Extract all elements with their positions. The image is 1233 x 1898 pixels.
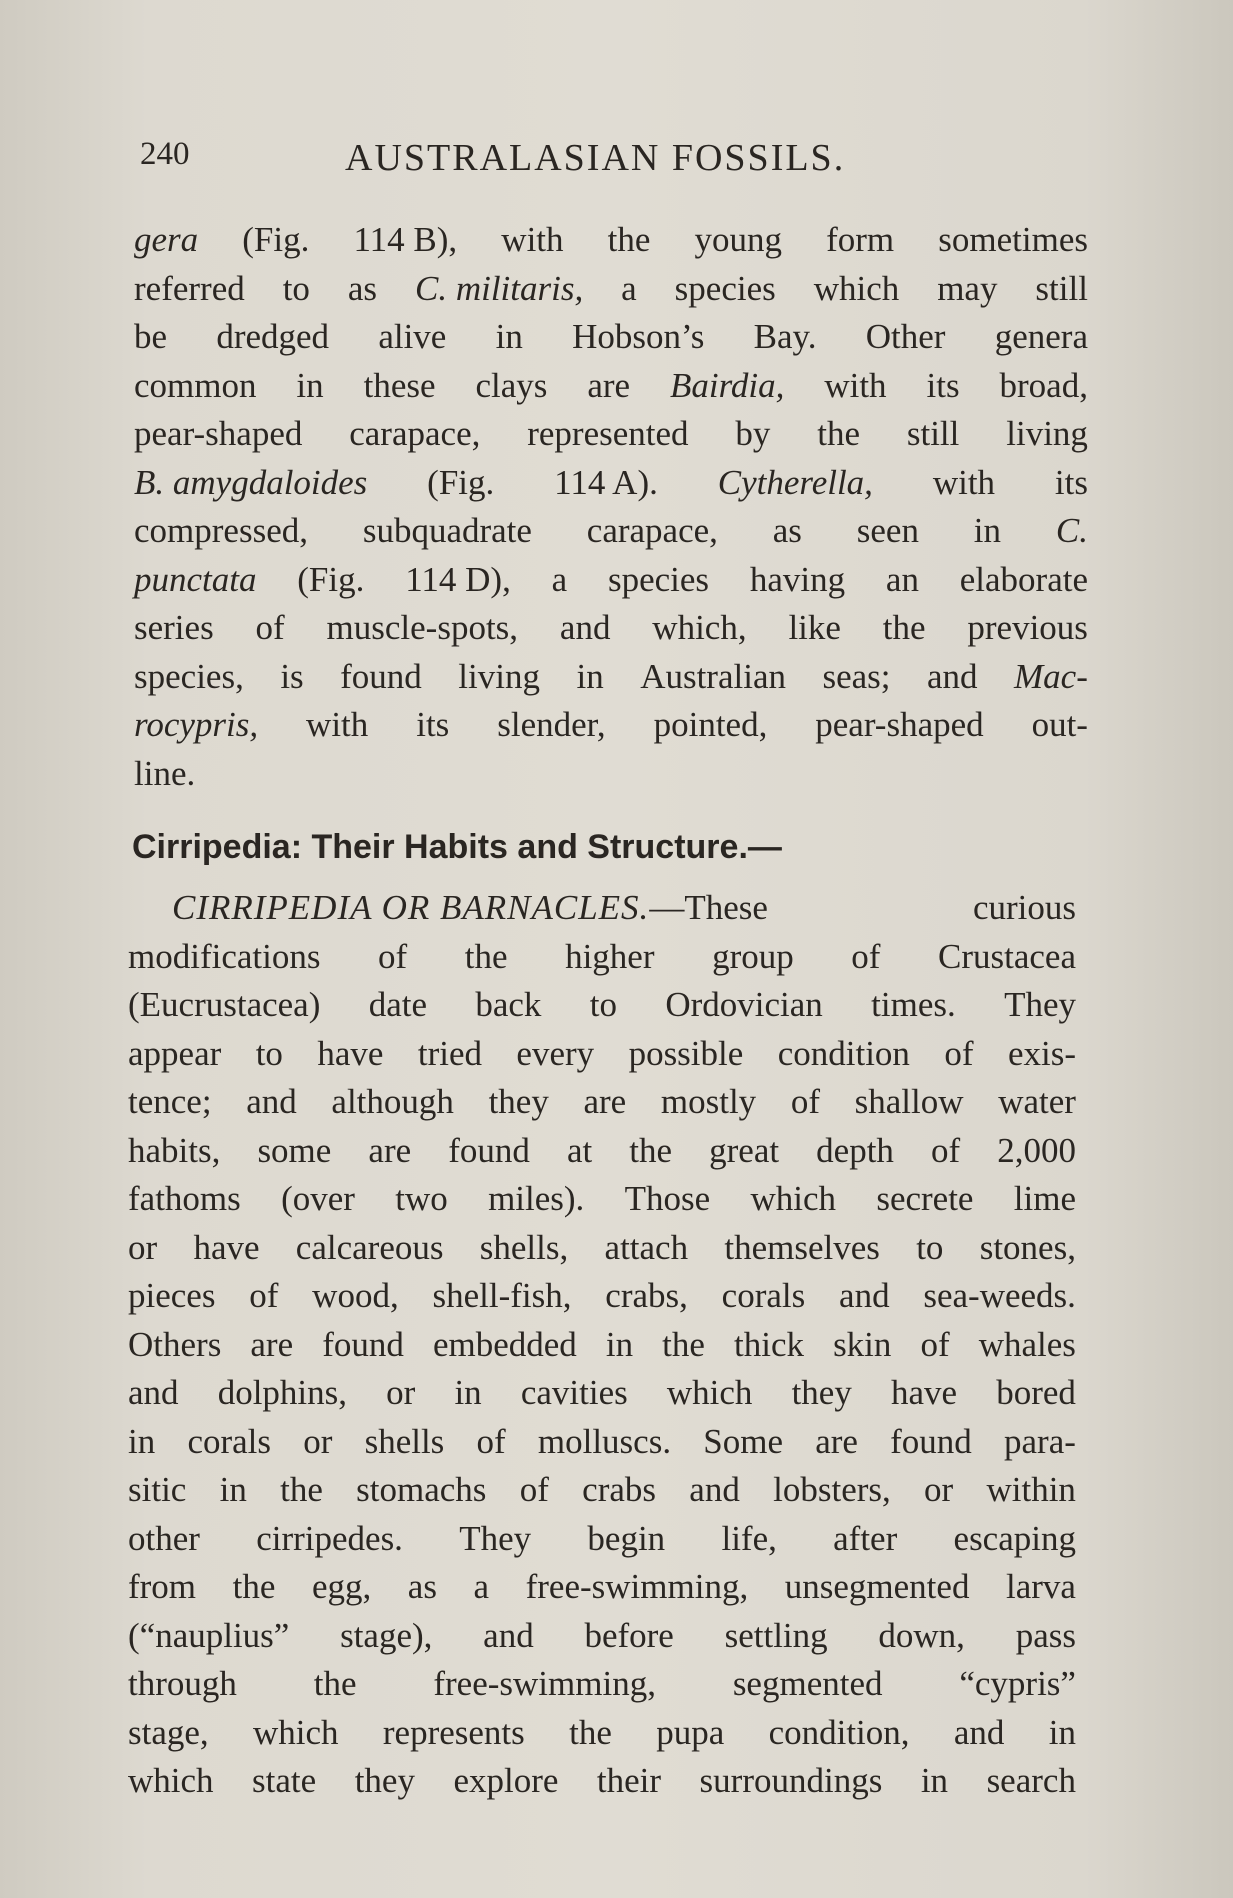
word: seen <box>856 511 919 550</box>
word: seas; <box>822 656 891 696</box>
word: elaborate <box>959 559 1088 599</box>
text-line <box>134 754 1088 803</box>
word: referred <box>134 268 245 308</box>
word: dredged <box>216 317 330 356</box>
word: common <box>134 365 257 405</box>
word: through <box>128 1664 237 1703</box>
word: its <box>926 365 960 405</box>
word: a <box>473 1567 490 1606</box>
word: para- <box>1004 1421 1076 1461</box>
text-line <box>134 511 1088 560</box>
word: exis- <box>1007 1033 1076 1073</box>
text-line <box>134 317 1088 366</box>
word: every <box>516 1033 595 1073</box>
word: segmented <box>732 1664 883 1703</box>
word: shell-fish, <box>432 1276 572 1315</box>
word: pear-shaped <box>815 705 984 744</box>
word: its <box>1054 462 1088 502</box>
word: of <box>255 608 285 647</box>
word: in <box>454 1373 482 1412</box>
text-line <box>128 1325 1076 1374</box>
word: lobsters, <box>773 1470 891 1509</box>
word: have <box>193 1227 260 1267</box>
word: have <box>890 1373 958 1412</box>
word: after <box>833 1518 898 1558</box>
word: CIRRIPEDIA OR BARNACLES.—These <box>172 888 768 927</box>
word: are <box>250 1324 294 1364</box>
word: group <box>712 936 794 976</box>
word: living <box>458 656 540 696</box>
text-line <box>128 1276 1076 1325</box>
word: or <box>924 1470 954 1509</box>
word: Hobson’s <box>572 317 705 356</box>
word: and <box>246 1082 297 1121</box>
word: out- <box>1031 705 1088 744</box>
word: (Fig. <box>242 220 310 259</box>
word: secrete <box>876 1179 974 1218</box>
word: a <box>551 559 568 599</box>
word: as <box>772 511 802 550</box>
word: still <box>1035 268 1088 308</box>
word: series <box>134 608 214 647</box>
word: the <box>817 414 860 453</box>
word: of <box>920 1324 950 1364</box>
word: depth <box>816 1130 894 1170</box>
word: the <box>464 936 508 976</box>
word: in <box>576 656 604 696</box>
word: they <box>354 1761 415 1800</box>
word: with <box>824 365 887 405</box>
word: skin <box>833 1324 892 1364</box>
word: two <box>395 1179 448 1218</box>
word: Those <box>624 1179 711 1218</box>
word: shells, <box>479 1227 569 1267</box>
word: Bairdia, <box>669 365 785 405</box>
word: of <box>519 1470 549 1509</box>
word: their <box>596 1761 662 1800</box>
word: surroundings <box>699 1761 883 1800</box>
word: sea-weeds. <box>923 1276 1076 1315</box>
word: they <box>488 1082 549 1121</box>
word: cirripedes. <box>256 1518 403 1558</box>
word: pear-shaped <box>134 414 303 453</box>
word: shallow <box>854 1082 964 1121</box>
word: alive <box>378 317 447 356</box>
word: of <box>476 1421 506 1461</box>
word: are <box>583 1082 627 1121</box>
word: subquadrate <box>362 511 532 550</box>
word: condition <box>777 1033 910 1073</box>
word: of <box>931 1130 961 1170</box>
word: larva <box>1006 1567 1076 1606</box>
word: be <box>134 317 168 356</box>
word: and <box>839 1276 890 1315</box>
word: and <box>483 1615 534 1655</box>
word: They <box>459 1518 532 1558</box>
word: higher <box>565 936 655 976</box>
word: the <box>569 1712 612 1752</box>
word: these <box>363 365 436 405</box>
word: Mac- <box>1014 656 1088 696</box>
word: or <box>386 1373 416 1412</box>
running-title: AUSTRALASIAN FOSSILS. <box>345 137 846 179</box>
word: as <box>407 1567 437 1606</box>
word: in <box>1048 1712 1076 1752</box>
text-line <box>134 220 1088 269</box>
word: form <box>826 220 895 259</box>
word: (Eucrustacea) <box>128 985 321 1024</box>
text-line <box>134 705 1088 754</box>
text-line <box>128 985 1076 1034</box>
text-line <box>128 1034 1076 1083</box>
word: from <box>128 1567 197 1606</box>
word: 114 B), <box>353 220 458 259</box>
word: Australian <box>640 656 786 696</box>
word: dolphins, <box>217 1373 348 1412</box>
word: they <box>791 1373 852 1412</box>
word: to <box>589 985 618 1024</box>
word: line. <box>134 753 196 793</box>
word: are <box>587 365 631 405</box>
word: 2,000 <box>997 1130 1076 1170</box>
word: pointed, <box>653 705 768 744</box>
word: (Fig. <box>297 559 365 599</box>
word: slender, <box>497 705 606 744</box>
word: an <box>885 559 919 599</box>
text-line <box>128 1519 1076 1568</box>
text-line <box>134 463 1088 512</box>
page-header <box>140 136 1100 186</box>
word: 114 A). <box>554 462 658 502</box>
word: which <box>253 1712 339 1752</box>
paragraph-ostracoda <box>134 220 1088 802</box>
word: which <box>813 268 900 308</box>
text-line <box>134 269 1088 318</box>
word: Ordovician <box>665 985 823 1024</box>
word: clays <box>475 365 548 405</box>
word: the <box>882 608 926 647</box>
word: in <box>973 511 1002 550</box>
text-line <box>134 657 1088 706</box>
word: and <box>927 656 978 696</box>
text-line <box>128 888 1076 937</box>
word: in <box>219 1470 247 1509</box>
text-line <box>128 1567 1076 1616</box>
word: to <box>916 1227 944 1267</box>
word: begin <box>587 1518 666 1558</box>
word: in <box>296 365 324 405</box>
word: themselves <box>724 1227 880 1267</box>
word: Cytherella, <box>717 462 873 502</box>
word: explore <box>453 1761 559 1800</box>
word: having <box>749 559 846 599</box>
word: crabs, <box>605 1276 688 1315</box>
word: shells <box>364 1421 445 1461</box>
word: wood, <box>312 1276 399 1315</box>
word: crabs <box>582 1470 657 1509</box>
word: lime <box>1013 1179 1076 1218</box>
word: which <box>750 1179 837 1218</box>
page-number: 240 <box>140 136 190 172</box>
word: some <box>257 1130 332 1170</box>
word: the <box>280 1470 323 1509</box>
text-line <box>128 1228 1076 1277</box>
word: (over <box>281 1179 355 1218</box>
word: punctata <box>134 559 257 599</box>
text-line <box>128 1470 1076 1519</box>
word: found <box>448 1130 530 1170</box>
text-line <box>128 1131 1076 1180</box>
word: attach <box>604 1227 689 1267</box>
word: to <box>282 268 310 308</box>
word: the <box>607 220 651 259</box>
word: which <box>128 1761 214 1800</box>
text-line <box>128 1616 1076 1665</box>
word: back <box>475 985 542 1024</box>
word: have <box>317 1033 384 1073</box>
word: of <box>790 1082 820 1121</box>
word: of <box>249 1276 279 1315</box>
word: which <box>666 1373 753 1412</box>
word: embedded <box>432 1324 577 1364</box>
word: They <box>1004 985 1076 1024</box>
text-line <box>128 1082 1076 1131</box>
word: living <box>1006 414 1088 453</box>
word: thick <box>734 1324 804 1364</box>
section-subheading: Cirripedia: Their Habits and Structure.— <box>132 828 782 866</box>
text-line <box>128 937 1076 986</box>
word: times. <box>871 985 956 1024</box>
word: still <box>906 414 960 453</box>
word: stomachs <box>356 1470 487 1509</box>
word: modifications <box>128 936 321 976</box>
word: may <box>937 268 998 308</box>
word: B. amygdaloides <box>134 462 368 502</box>
word: found <box>890 1421 972 1461</box>
word: free-swimming, <box>525 1567 749 1606</box>
word: carapace, <box>586 511 718 550</box>
word: and <box>128 1373 179 1412</box>
word: fathoms <box>128 1179 241 1218</box>
text-line <box>134 560 1088 609</box>
word: mostly <box>660 1082 757 1121</box>
word: other <box>128 1518 200 1558</box>
word: before <box>584 1615 674 1655</box>
word: gera <box>134 220 199 259</box>
word: condition, <box>768 1712 910 1752</box>
text-line <box>134 414 1088 463</box>
word: (“nauplius” <box>128 1615 290 1655</box>
word: as <box>347 268 378 308</box>
word: miles). <box>488 1179 585 1218</box>
word: the <box>313 1664 357 1703</box>
word: stage), <box>340 1615 433 1655</box>
word: free-swimming, <box>433 1664 656 1703</box>
word: at <box>566 1130 593 1170</box>
word: or <box>128 1227 158 1267</box>
word: curious <box>972 888 1076 927</box>
text-line <box>128 1422 1076 1471</box>
word: by <box>735 414 771 453</box>
word: stage, <box>128 1712 209 1752</box>
word: settling <box>724 1615 828 1655</box>
word: Others <box>128 1324 222 1364</box>
word: although <box>331 1082 454 1121</box>
word: corals <box>187 1421 272 1461</box>
word: corals <box>721 1276 806 1315</box>
word: of <box>851 936 881 976</box>
text-line <box>128 1761 1076 1810</box>
word: carapace, <box>349 414 481 453</box>
word: molluscs. <box>537 1421 672 1461</box>
word: of <box>944 1033 974 1073</box>
word: found <box>340 656 422 696</box>
word: the <box>629 1130 673 1170</box>
word: in <box>128 1421 156 1461</box>
word: a <box>621 268 637 308</box>
word: possible <box>628 1033 744 1073</box>
word: “cypris” <box>959 1664 1076 1703</box>
text-line <box>128 1373 1076 1422</box>
word: sometimes <box>938 220 1088 259</box>
word: search <box>986 1761 1076 1800</box>
text-line <box>128 1713 1076 1762</box>
word: species <box>607 559 710 599</box>
word: in <box>495 317 523 356</box>
word: and <box>953 1712 1005 1752</box>
word: like <box>788 608 841 647</box>
word: C. <box>1055 511 1088 550</box>
word: 114 D), <box>405 559 511 599</box>
word: represents <box>382 1712 525 1752</box>
word: bored <box>996 1373 1076 1412</box>
word: habits, <box>128 1130 221 1170</box>
text-line <box>134 608 1088 657</box>
text-line <box>128 1664 1076 1713</box>
word: or <box>303 1421 333 1461</box>
word: broad, <box>999 365 1088 405</box>
word: appear <box>128 1033 222 1073</box>
word: previous <box>967 608 1088 647</box>
lead-in: CIRRIPEDIA OR BARNACLES. <box>172 888 650 927</box>
word: genera <box>994 317 1088 356</box>
word: of <box>378 936 408 976</box>
word: down, <box>878 1615 965 1655</box>
word: Some <box>703 1421 784 1461</box>
word: escaping <box>953 1518 1076 1558</box>
word: in <box>920 1761 949 1800</box>
word: C. militaris, <box>414 268 584 308</box>
word: within <box>986 1470 1076 1509</box>
text-line <box>128 1179 1076 1228</box>
word: rocypris, <box>134 705 259 744</box>
word: are <box>368 1130 412 1170</box>
word: Other <box>865 317 946 356</box>
word: with <box>306 705 369 744</box>
word: pass <box>1015 1615 1076 1655</box>
word: stones, <box>979 1227 1076 1267</box>
word: with <box>501 220 564 259</box>
word: great <box>709 1130 780 1170</box>
word: life, <box>721 1518 777 1558</box>
word: pieces <box>128 1276 216 1315</box>
word: tried <box>417 1033 482 1073</box>
word: water <box>998 1082 1076 1121</box>
word: are <box>815 1421 858 1461</box>
word: muscle-spots, <box>326 608 519 647</box>
word: Crustacea <box>938 936 1076 976</box>
word: date <box>368 985 428 1024</box>
word: the <box>232 1567 276 1606</box>
word: cavities <box>520 1373 628 1412</box>
paragraph-cirripedia <box>128 888 1076 1810</box>
word: compressed, <box>134 511 308 550</box>
word: to <box>255 1033 283 1073</box>
word: pupa <box>656 1712 725 1752</box>
word: whales <box>978 1324 1076 1364</box>
word: in <box>605 1324 634 1364</box>
word: species, <box>134 656 244 696</box>
word: found <box>322 1324 404 1364</box>
word: Bay. <box>753 317 817 356</box>
word: egg, <box>311 1567 372 1606</box>
word: with <box>932 462 996 502</box>
word: the <box>662 1324 705 1364</box>
word: calcareous <box>295 1227 444 1267</box>
word: which, <box>652 608 747 647</box>
word: (Fig. <box>427 462 495 502</box>
word: young <box>694 220 783 259</box>
word: its <box>416 705 450 744</box>
word: and <box>689 1470 740 1509</box>
word: and <box>559 608 611 647</box>
word: tence; <box>128 1082 212 1121</box>
word: is <box>280 656 304 696</box>
word: species <box>674 268 776 308</box>
word: sitic <box>128 1470 187 1509</box>
word: represented <box>527 414 689 453</box>
word: state <box>252 1761 317 1800</box>
text-line <box>134 366 1088 415</box>
word: unsegmented <box>784 1567 970 1606</box>
